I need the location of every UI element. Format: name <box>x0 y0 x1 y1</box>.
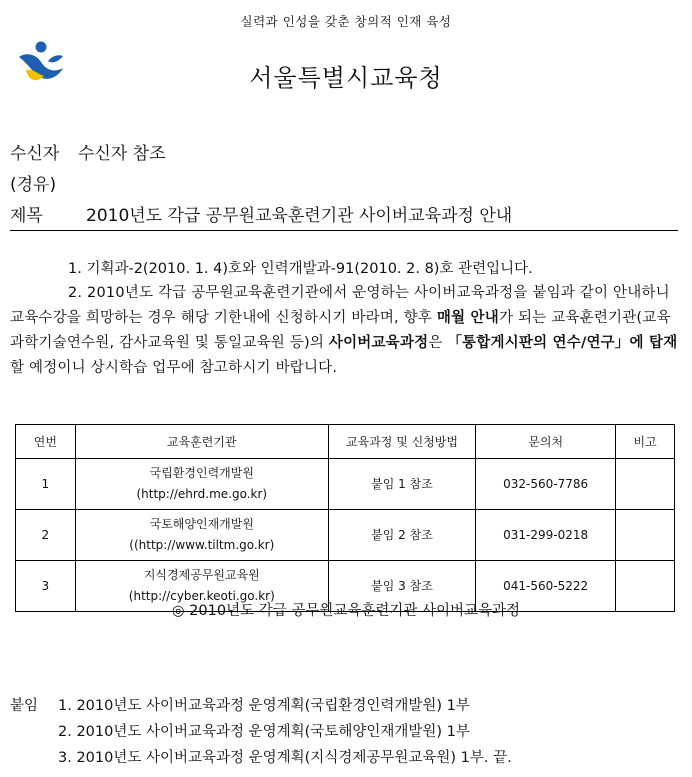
attachment-item: 2. 2010년도 사이버교육과정 운영계획(국토해양인재개발원) 1부 <box>58 724 470 740</box>
row-contact: 031-299-0218 <box>476 510 616 561</box>
header-contact: 문의처 <box>476 425 616 459</box>
table-row <box>16 459 675 510</box>
row-note <box>616 459 675 510</box>
header-no: 연번 <box>16 425 76 459</box>
recipient-value: 수신자 참조 <box>78 144 166 164</box>
row-method: 붙임 1 참조 <box>328 459 475 510</box>
row-institution <box>75 459 328 510</box>
table-header-row <box>16 425 675 459</box>
row-institution <box>75 510 328 561</box>
p2-emphasis-cyber: 사이버교육과정 <box>328 335 429 351</box>
row-contact: 041-560-5222 <box>476 561 616 612</box>
p2-part-g: 할 예정이니 상시학습 업무에 참고하시기 바랍니다. <box>10 360 338 376</box>
institution-name: 지식경제공무원교육원 <box>143 568 260 582</box>
institution-url: (http://ehrd.me.go.kr) <box>136 487 268 501</box>
institution-name: 국립환경인력개발원 <box>149 466 254 480</box>
row-note <box>616 510 675 561</box>
recipient-label: 수신자 <box>10 144 60 164</box>
attachment-item: 3. 2010년도 사이버교육과정 운영계획(지식경제공무원교육원) 1부. 끝. <box>58 750 512 766</box>
paragraph-1: 1. 기획과-2(2010. 1. 4)호와 인력개발과-91(2010. 2. 8)호 관련입니다. <box>68 261 533 277</box>
institution-name: 국토해양인재개발원 <box>149 517 254 531</box>
table-row <box>16 510 675 561</box>
row-no: 1 <box>16 459 76 510</box>
table-caption: ◎ 2010년도 각급 공무원교육훈련기관 사이버교육과정 <box>171 603 521 619</box>
via-row <box>10 170 56 195</box>
recipient-row <box>10 139 166 164</box>
attachments-label: 붙임 <box>10 698 39 714</box>
header-note: 비고 <box>616 425 675 459</box>
p2-part-e: 은 <box>428 335 448 351</box>
header-institution: 교육훈련기관 <box>75 425 328 459</box>
p2-part-c: 가 되는 교육훈련기관(교육과학기술연수원, 감사교육원 및 통일교육원 등)의 <box>10 310 671 351</box>
motto-text: 실력과 인성을 갖춘 창의적 인재 육성 <box>240 14 452 29</box>
row-no: 2 <box>16 510 76 561</box>
p2-emphasis-board: 「통합게시판의 연수/연구」에 탑재 <box>447 335 678 351</box>
attachments-section <box>10 693 512 771</box>
p2-part-a: 2. 2010년도 각급 공무원교육훈련기관에서 운영하는 사이버교육과정을 붙임과 같이 안내하니 교육수강을 희망하는 경우 해당 기한내에 신청하시기 바라며, 향후 <box>10 285 670 326</box>
institution-url: ((http://www.tiltm.go.kr) <box>129 538 275 552</box>
row-contact: 032-560-7786 <box>476 459 616 510</box>
row-method: 붙임 2 참조 <box>328 510 475 561</box>
row-method: 붙임 3 참조 <box>328 561 475 612</box>
attachments-list <box>58 693 512 771</box>
institution-url: (http://cyber.keoti.go.kr) <box>128 589 275 603</box>
subject-value: 2010년도 각급 공무원교육훈련기관 사이버교육과정 안내 <box>86 206 513 226</box>
header-divider <box>10 230 678 231</box>
via-label: (경유) <box>10 175 57 195</box>
organization-title: 서울특별시교육청 <box>249 64 443 92</box>
attachment-item: 1. 2010년도 사이버교육과정 운영계획(국립환경인력개발원) 1부 <box>58 698 470 714</box>
subject-label: 제목 <box>10 206 43 226</box>
subject-row <box>10 201 512 226</box>
institution-table <box>15 424 675 612</box>
header-method: 교육과정 및 신청방법 <box>328 425 475 459</box>
paragraph-2 <box>10 281 680 381</box>
row-no: 3 <box>16 561 76 612</box>
p2-emphasis-monthly: 매월 안내 <box>436 310 499 326</box>
